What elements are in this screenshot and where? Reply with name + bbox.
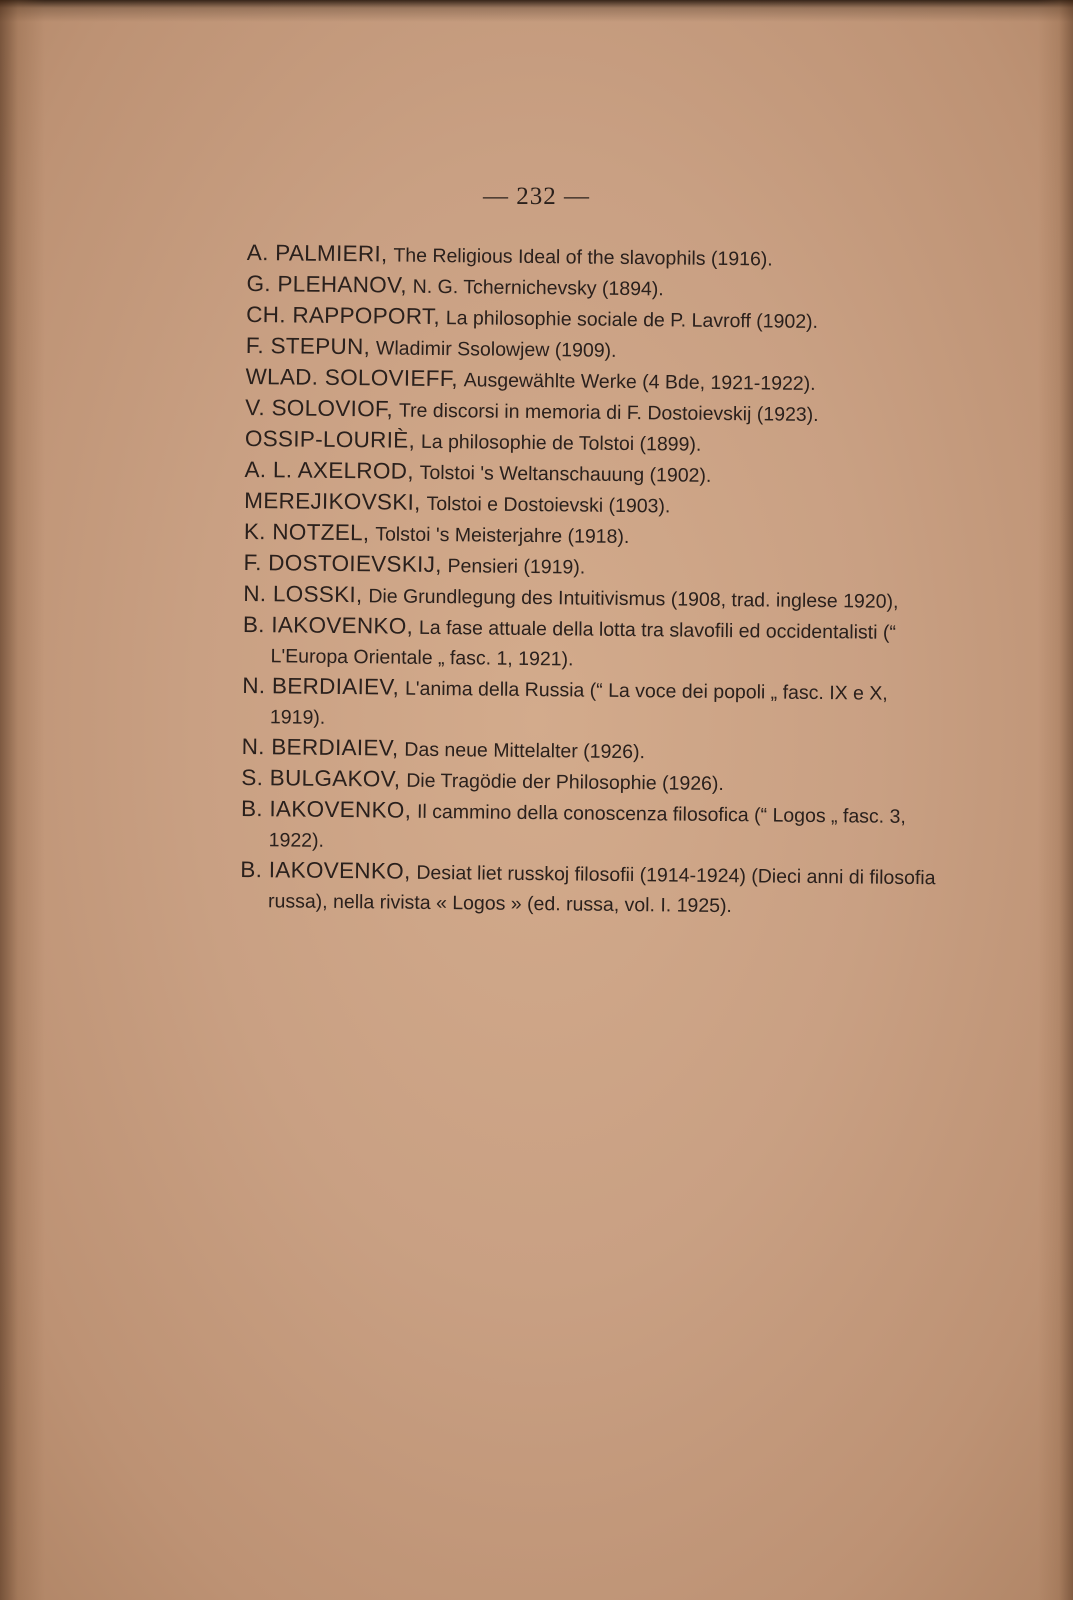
entry-work: La philosophie sociale de P. Lavroff (1902). bbox=[445, 307, 819, 333]
entry-author: F. STEPUN, bbox=[245, 332, 371, 360]
bibliography-entry bbox=[241, 794, 942, 862]
entry-author: B. IAKOVENKO, bbox=[242, 611, 414, 639]
entry-work: Tolstoi e Dostoievski (1903). bbox=[426, 492, 671, 518]
entry-work: Die Grundlegung des Intuitivismus (1908, trad. inglese 1920), bbox=[368, 585, 899, 613]
entry-work: Wladimir Ssolowjew (1909). bbox=[375, 337, 617, 362]
entry-work: Tolstoi 's Meisterjahre (1918). bbox=[375, 523, 630, 549]
bibliography-list bbox=[240, 238, 947, 923]
entry-author: N. BERDIAIEV, bbox=[241, 733, 399, 761]
entry-author: CH. RAPPOPORT, bbox=[246, 301, 441, 330]
entry-author: A. L. AXELROD, bbox=[244, 456, 414, 484]
entry-author: K. NOTZEL, bbox=[243, 518, 370, 546]
entry-author: MEREJIKOVSKI, bbox=[244, 487, 421, 515]
entry-work: L'anima della Russia (“ La voce dei popoli „ fasc. IX e X, 1919). bbox=[269, 677, 888, 729]
entry-work: Desiat liet russkoj filosofii (1914-1924) (Dieci anni di filosofia russa), nella rivista « Logos » (ed. russa, vol. I. 1925). bbox=[267, 861, 936, 918]
entry-author: B. IAKOVENKO, bbox=[240, 795, 412, 823]
entry-author: N. BERDIAIEV, bbox=[242, 672, 400, 700]
entry-work: Ausgewählte Werke (4 Bde, 1921-1922). bbox=[463, 369, 816, 395]
entry-work: Tre discorsi in memoria di F. Dostoievskij (1923). bbox=[398, 399, 819, 426]
entry-author: B. IAKOVENKO, bbox=[240, 856, 411, 884]
entry-author: OSSIP-LOURIÈ, bbox=[244, 425, 416, 453]
entry-work: Pensieri (1919). bbox=[447, 555, 586, 579]
entry-work: Das neue Mittelalter (1926). bbox=[404, 738, 646, 764]
bibliography-entry bbox=[242, 671, 943, 739]
entry-work: Il cammino della conoscenza filosofica (“ Logos „ fasc. 3, 1922). bbox=[268, 800, 906, 852]
entry-work: N. G. Tchernichevsky (1894). bbox=[412, 275, 664, 301]
entry-work: Tolstoi 's Weltanschauung (1902). bbox=[419, 461, 712, 487]
entry-author: WLAD. SOLOVIEFF, bbox=[245, 363, 459, 392]
bibliography-entry bbox=[240, 855, 941, 923]
entry-author: G. PLEHANOV, bbox=[246, 270, 407, 298]
entry-author: N. LOSSKI, bbox=[243, 580, 363, 608]
entry-work: The Religious Ideal of the slavophils (1916). bbox=[393, 244, 773, 271]
entry-author: S. BULGAKOV, bbox=[241, 764, 401, 792]
bibliography-entry bbox=[242, 610, 943, 678]
entry-author: F. DOSTOIEVSKIJ, bbox=[243, 549, 442, 578]
entry-work: La philosophie de Tolstoi (1899). bbox=[420, 430, 702, 456]
entry-author: V. SOLOVIOF, bbox=[245, 394, 394, 422]
page-number: — 232 — bbox=[483, 183, 590, 210]
entry-work: La fase attuale della lotta tra slavofili ed occidentalisti (“ L'Europa Orientale „ fasc. 1, 1921). bbox=[270, 616, 896, 671]
entry-author: A. PALMIERI, bbox=[246, 239, 388, 267]
entry-work: Die Tragödie der Philosophie (1926). bbox=[406, 769, 724, 796]
